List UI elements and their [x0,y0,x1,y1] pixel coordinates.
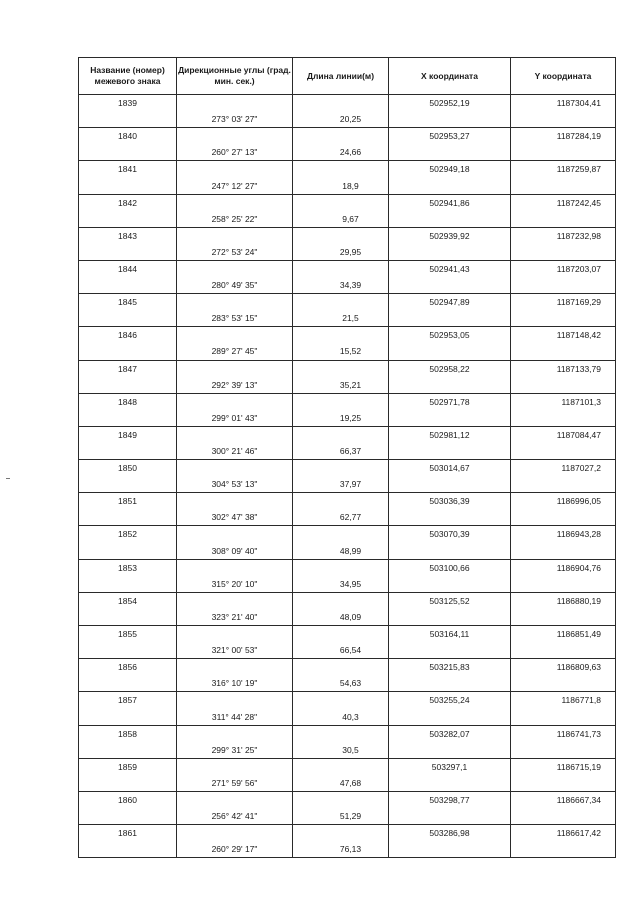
name-cell-empty [79,277,177,294]
y-coordinate: 1186667,34 [511,791,616,808]
name-cell-empty [79,509,177,526]
length-cell-empty [293,493,389,510]
direction-angle: 272° 53' 24" [177,244,293,261]
direction-angle: 260° 29' 17" [177,841,293,858]
length-cell-empty [293,659,389,676]
table-row [79,144,616,161]
table-row [79,543,616,560]
mark-name: 1858 [79,725,177,742]
name-cell-empty [79,377,177,394]
table-row [79,177,616,194]
x-cell-empty [389,343,511,360]
y-cell-empty [511,808,616,825]
y-coordinate: 1187304,41 [511,95,616,112]
length-cell-empty [293,227,389,244]
table-row [79,410,616,427]
x-cell-empty [389,708,511,725]
x-cell-empty [389,111,511,128]
table-row [79,692,616,709]
x-cell-empty [389,576,511,593]
y-coordinate: 1186617,42 [511,825,616,842]
y-coordinate: 1186771,8 [511,692,616,709]
table-row [79,559,616,576]
table-row [79,841,616,858]
y-cell-empty [511,111,616,128]
direction-angle: 304° 53' 13" [177,476,293,493]
y-coordinate: 1187133,79 [511,360,616,377]
mark-name: 1859 [79,758,177,775]
x-cell-empty [389,841,511,858]
mark-name: 1860 [79,791,177,808]
table-row [79,775,616,792]
line-length: 9,67 [293,211,389,228]
name-cell-empty [79,742,177,759]
y-cell-empty [511,841,616,858]
y-coordinate: 1187203,07 [511,260,616,277]
line-length: 48,99 [293,543,389,560]
x-coordinate: 503070,39 [389,526,511,543]
y-cell-empty [511,775,616,792]
mark-name: 1839 [79,95,177,112]
length-cell-empty [293,128,389,145]
x-coordinate: 503164,11 [389,626,511,643]
direction-angle: 260° 27' 13" [177,144,293,161]
x-coordinate: 502958,22 [389,360,511,377]
line-length: 66,54 [293,642,389,659]
table-row [79,128,616,145]
y-coordinate: 1187259,87 [511,161,616,178]
table-row [79,360,616,377]
line-length: 40,3 [293,708,389,725]
x-cell-empty [389,211,511,228]
table-row [79,626,616,643]
line-length: 76,13 [293,841,389,858]
mark-name: 1861 [79,825,177,842]
name-cell-empty [79,443,177,460]
angle-cell-empty [177,327,293,344]
y-coordinate: 1186715,19 [511,758,616,775]
x-coordinate: 502949,18 [389,161,511,178]
y-cell-empty [511,343,616,360]
x-cell-empty [389,244,511,261]
table-row [79,211,616,228]
line-length: 19,25 [293,410,389,427]
line-length: 30,5 [293,742,389,759]
line-length: 54,63 [293,675,389,692]
x-cell-empty [389,775,511,792]
x-cell-empty [389,675,511,692]
y-cell-empty [511,410,616,427]
direction-angle: 302° 47' 38" [177,509,293,526]
mark-name: 1854 [79,592,177,609]
line-length: 21,5 [293,310,389,327]
x-cell-empty [389,144,511,161]
y-coordinate: 1187027,2 [511,460,616,477]
angle-cell-empty [177,626,293,643]
y-coordinate: 1186741,73 [511,725,616,742]
direction-angle: 300° 21' 46" [177,443,293,460]
angle-cell-empty [177,692,293,709]
line-length: 29,95 [293,244,389,261]
x-coordinate: 503298,77 [389,791,511,808]
name-cell-empty [79,576,177,593]
margin-mark [6,478,10,479]
table-row [79,227,616,244]
y-cell-empty [511,543,616,560]
direction-angle: 283° 53' 15" [177,310,293,327]
name-cell-empty [79,808,177,825]
direction-angle: 316° 10' 19" [177,675,293,692]
x-coordinate: 502941,86 [389,194,511,211]
x-coordinate: 502952,19 [389,95,511,112]
direction-angle: 280° 49' 35" [177,277,293,294]
length-cell-empty [293,626,389,643]
direction-angle: 323° 21' 40" [177,609,293,626]
length-cell-empty [293,360,389,377]
name-cell-empty [79,775,177,792]
table-row [79,277,616,294]
table-row [79,708,616,725]
x-cell-empty [389,410,511,427]
table-row [79,509,616,526]
table-row [79,675,616,692]
y-coordinate: 1186851,49 [511,626,616,643]
angle-cell-empty [177,161,293,178]
header-length: Длина линии(м) [293,58,389,95]
mark-name: 1843 [79,227,177,244]
table-row [79,609,616,626]
y-cell-empty [511,277,616,294]
length-cell-empty [293,161,389,178]
table-row [79,526,616,543]
x-coordinate: 503286,98 [389,825,511,842]
length-cell-empty [293,393,389,410]
y-coordinate: 1187148,42 [511,327,616,344]
x-coordinate: 502981,12 [389,426,511,443]
name-cell-empty [79,609,177,626]
table-row [79,642,616,659]
y-cell-empty [511,675,616,692]
line-length: 51,29 [293,808,389,825]
x-coordinate: 503014,67 [389,460,511,477]
table-row [79,659,616,676]
angle-cell-empty [177,592,293,609]
x-cell-empty [389,543,511,560]
x-coordinate: 503282,07 [389,725,511,742]
x-coordinate: 502953,27 [389,128,511,145]
length-cell-empty [293,460,389,477]
direction-angle: 271° 59' 56" [177,775,293,792]
y-cell-empty [511,244,616,261]
table-row [79,343,616,360]
direction-angle: 258° 25' 22" [177,211,293,228]
y-coordinate: 1187169,29 [511,294,616,311]
line-length: 24,66 [293,144,389,161]
direction-angle: 292° 39' 13" [177,377,293,394]
y-cell-empty [511,177,616,194]
mark-name: 1849 [79,426,177,443]
table-row [79,161,616,178]
table-row [79,742,616,759]
x-cell-empty [389,277,511,294]
mark-name: 1847 [79,360,177,377]
y-cell-empty [511,476,616,493]
y-cell-empty [511,377,616,394]
direction-angle: 273° 03' 27" [177,111,293,128]
y-coordinate: 1186809,63 [511,659,616,676]
line-length: 35,21 [293,377,389,394]
x-cell-empty [389,443,511,460]
name-cell-empty [79,111,177,128]
angle-cell-empty [177,393,293,410]
x-coordinate: 502947,89 [389,294,511,311]
angle-cell-empty [177,825,293,842]
mark-name: 1857 [79,692,177,709]
x-coordinate: 503255,24 [389,692,511,709]
table-row [79,725,616,742]
table-body [79,95,616,858]
line-length: 20,25 [293,111,389,128]
coordinates-document [78,57,615,858]
angle-cell-empty [177,725,293,742]
table-row [79,260,616,277]
line-length: 66,37 [293,443,389,460]
table-row [79,460,616,477]
x-cell-empty [389,808,511,825]
y-coordinate: 1186880,19 [511,592,616,609]
name-cell-empty [79,543,177,560]
line-length: 62,77 [293,509,389,526]
length-cell-empty [293,95,389,112]
table-row [79,476,616,493]
name-cell-empty [79,410,177,427]
line-length: 34,95 [293,576,389,593]
angle-cell-empty [177,360,293,377]
line-length: 47,68 [293,775,389,792]
table-row [79,393,616,410]
header-y: Y координата [511,58,616,95]
x-cell-empty [389,742,511,759]
direction-angle: 299° 01' 43" [177,410,293,427]
mark-name: 1853 [79,559,177,576]
length-cell-empty [293,791,389,808]
mark-name: 1848 [79,393,177,410]
y-coordinate: 1187284,19 [511,128,616,145]
x-cell-empty [389,609,511,626]
table-row [79,294,616,311]
y-coordinate: 1186943,28 [511,526,616,543]
mark-name: 1856 [79,659,177,676]
x-coordinate: 503297,1 [389,758,511,775]
angle-cell-empty [177,493,293,510]
angle-cell-empty [177,95,293,112]
mark-name: 1852 [79,526,177,543]
direction-angle: 308° 09' 40" [177,543,293,560]
x-cell-empty [389,177,511,194]
y-coordinate: 1186904,76 [511,559,616,576]
table-row [79,493,616,510]
name-cell-empty [79,343,177,360]
header-angle: Дирекционные углы (град. мин. сек.) [177,58,293,95]
table-row [79,592,616,609]
table-row [79,758,616,775]
y-cell-empty [511,310,616,327]
y-coordinate: 1187101,3 [511,393,616,410]
y-cell-empty [511,742,616,759]
table-row [79,825,616,842]
header-name: Название (номер) межевого знака [79,58,177,95]
y-cell-empty [511,443,616,460]
angle-cell-empty [177,128,293,145]
mark-name: 1840 [79,128,177,145]
direction-angle: 315° 20' 10" [177,576,293,593]
table-row [79,377,616,394]
mark-name: 1844 [79,260,177,277]
table-row [79,426,616,443]
y-cell-empty [511,144,616,161]
direction-angle: 256° 42' 41" [177,808,293,825]
name-cell-empty [79,244,177,261]
x-cell-empty [389,476,511,493]
length-cell-empty [293,426,389,443]
angle-cell-empty [177,260,293,277]
length-cell-empty [293,260,389,277]
table-row [79,310,616,327]
angle-cell-empty [177,559,293,576]
length-cell-empty [293,825,389,842]
table-row [79,244,616,261]
x-coordinate: 502953,05 [389,327,511,344]
table-row [79,576,616,593]
boundary-marks-table [78,57,616,858]
header-x: X координата [389,58,511,95]
angle-cell-empty [177,526,293,543]
table-row [79,808,616,825]
line-length: 15,52 [293,343,389,360]
length-cell-empty [293,725,389,742]
name-cell-empty [79,144,177,161]
angle-cell-empty [177,460,293,477]
length-cell-empty [293,559,389,576]
mark-name: 1855 [79,626,177,643]
name-cell-empty [79,476,177,493]
direction-angle: 321° 00' 53" [177,642,293,659]
mark-name: 1842 [79,194,177,211]
name-cell-empty [79,642,177,659]
mark-name: 1850 [79,460,177,477]
table-row [79,194,616,211]
direction-angle: 299° 31' 25" [177,742,293,759]
table-row [79,111,616,128]
x-cell-empty [389,310,511,327]
table-row [79,443,616,460]
x-coordinate: 503215,83 [389,659,511,676]
name-cell-empty [79,708,177,725]
y-coordinate: 1187232,98 [511,227,616,244]
table-row [79,791,616,808]
direction-angle: 247° 12' 27" [177,177,293,194]
direction-angle: 311° 44' 28" [177,708,293,725]
table-row [79,327,616,344]
length-cell-empty [293,294,389,311]
mark-name: 1851 [79,493,177,510]
length-cell-empty [293,758,389,775]
name-cell-empty [79,675,177,692]
mark-name: 1845 [79,294,177,311]
x-cell-empty [389,642,511,659]
angle-cell-empty [177,227,293,244]
x-coordinate: 502971,78 [389,393,511,410]
y-cell-empty [511,609,616,626]
x-coordinate: 503100,66 [389,559,511,576]
y-coordinate: 1187084,47 [511,426,616,443]
angle-cell-empty [177,194,293,211]
name-cell-empty [79,177,177,194]
line-length: 37,97 [293,476,389,493]
line-length: 18,9 [293,177,389,194]
angle-cell-empty [177,758,293,775]
x-cell-empty [389,377,511,394]
y-cell-empty [511,642,616,659]
length-cell-empty [293,692,389,709]
name-cell-empty [79,310,177,327]
length-cell-empty [293,592,389,609]
x-coordinate: 503036,39 [389,493,511,510]
name-cell-empty [79,841,177,858]
y-cell-empty [511,211,616,228]
length-cell-empty [293,194,389,211]
x-cell-empty [389,509,511,526]
line-length: 34,39 [293,277,389,294]
angle-cell-empty [177,426,293,443]
y-cell-empty [511,576,616,593]
mark-name: 1846 [79,327,177,344]
y-cell-empty [511,509,616,526]
y-coordinate: 1187242,45 [511,194,616,211]
x-coordinate: 502941,43 [389,260,511,277]
x-coordinate: 503125,52 [389,592,511,609]
length-cell-empty [293,526,389,543]
name-cell-empty [79,211,177,228]
angle-cell-empty [177,294,293,311]
angle-cell-empty [177,791,293,808]
mark-name: 1841 [79,161,177,178]
line-length: 48,09 [293,609,389,626]
y-cell-empty [511,708,616,725]
table-row [79,95,616,112]
angle-cell-empty [177,659,293,676]
length-cell-empty [293,327,389,344]
y-coordinate: 1186996,05 [511,493,616,510]
table-header-row [79,58,616,95]
x-coordinate: 502939,92 [389,227,511,244]
direction-angle: 289° 27' 45" [177,343,293,360]
